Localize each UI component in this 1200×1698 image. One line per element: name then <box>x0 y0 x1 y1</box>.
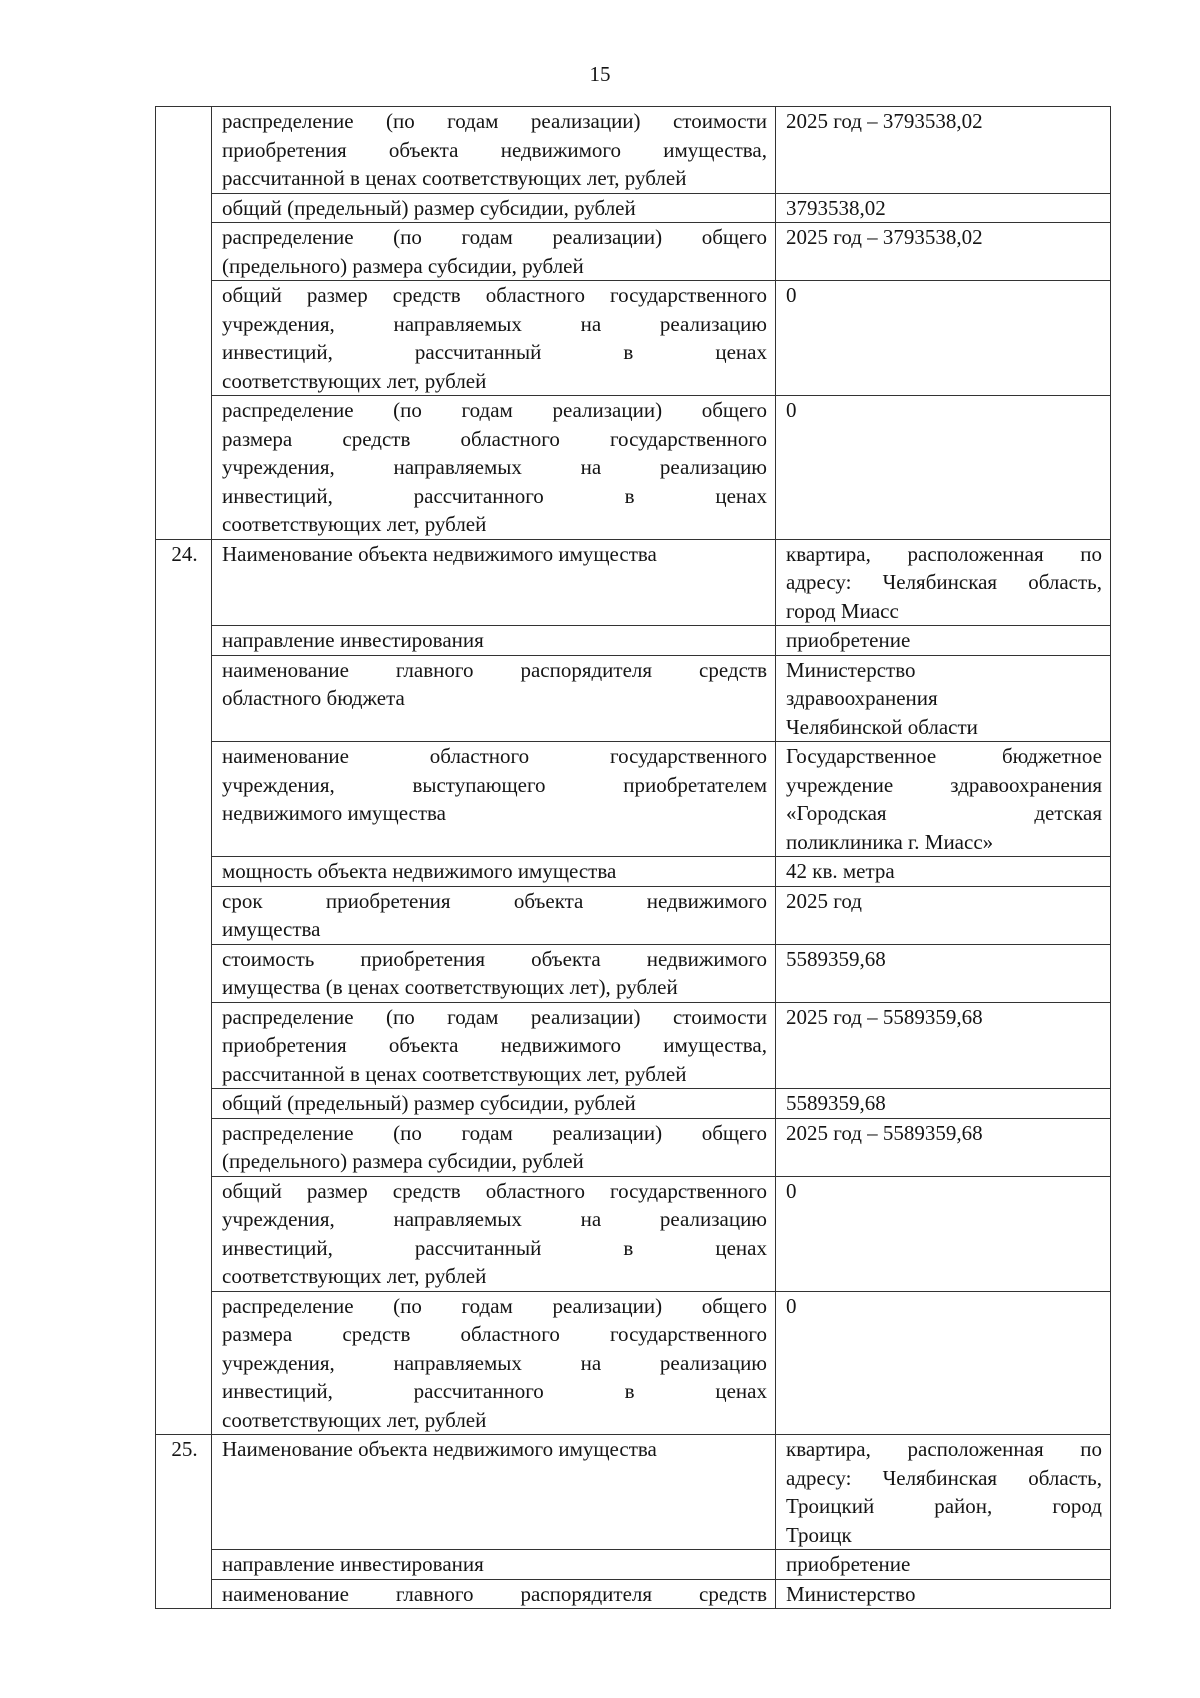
table-row <box>156 396 1111 540</box>
table-row <box>156 1089 1111 1119</box>
parameter-cell: общий размер средств областного государственного учреждения, направляемых на реализацию инвестиций, рассчитанный в ценах соответствующих лет, рублей <box>212 1176 776 1291</box>
value-cell: 0 <box>776 396 1111 540</box>
row-number <box>156 1118 212 1176</box>
parameter-cell: распределение (по годам реализации) стоимости приобретения объекта недвижимого имущества, рассчитанной в ценах соответствующих лет, рублей <box>212 1002 776 1089</box>
value-cell: Государственное бюджетное учреждение здравоохранения «Городская детская поликлиника г. Миасс» <box>776 742 1111 857</box>
table-row <box>156 193 1111 223</box>
value-cell: Министерство <box>776 1579 1111 1609</box>
table-row <box>156 626 1111 656</box>
value-cell: приобретение <box>776 1550 1111 1580</box>
parameter-cell: распределение (по годам реализации) общего размера средств областного государственного учреждения, направляемых на реализацию инвестиций, рассчитанного в ценах соответствующих лет, рублей <box>212 1291 776 1435</box>
value-cell: 3793538,02 <box>776 193 1111 223</box>
row-number <box>156 857 212 887</box>
value-cell: 2025 год – 3793538,02 <box>776 223 1111 281</box>
table-row <box>156 1550 1111 1580</box>
row-number <box>156 223 212 281</box>
parameter-cell: распределение (по годам реализации) общего размера средств областного государственного учреждения, направляемых на реализацию инвестиций, рассчитанного в ценах соответствующих лет, рублей <box>212 396 776 540</box>
parameter-cell: распределение (по годам реализации) стоимости приобретения объекта недвижимого имущества, рассчитанной в ценах соответствующих лет, рублей <box>212 107 776 194</box>
table-row <box>156 107 1111 194</box>
parameter-cell: направление инвестирования <box>212 1550 776 1580</box>
parameter-cell: направление инвестирования <box>212 626 776 656</box>
row-number <box>156 944 212 1002</box>
value-cell: Министерство здравоохранения Челябинской области <box>776 655 1111 742</box>
table-row <box>156 1002 1111 1089</box>
parameter-cell: Наименование объекта недвижимого имущества <box>212 539 776 626</box>
row-number <box>156 1550 212 1580</box>
value-cell: 5589359,68 <box>776 1089 1111 1119</box>
parameter-cell: общий (предельный) размер субсидии, рублей <box>212 1089 776 1119</box>
page-number: 15 <box>589 62 611 86</box>
value-cell: 42 кв. метра <box>776 857 1111 887</box>
table-row <box>156 857 1111 887</box>
table-row <box>156 281 1111 396</box>
table-row <box>156 1579 1111 1609</box>
parameter-cell: наименование главного распорядителя средств <box>212 1579 776 1609</box>
row-number <box>156 281 212 396</box>
parameter-cell: мощность объекта недвижимого имущества <box>212 857 776 887</box>
parameter-cell: общий размер средств областного государственного учреждения, направляемых на реализацию инвестиций, рассчитанный в ценах соответствующих лет, рублей <box>212 281 776 396</box>
value-cell: квартира, расположенная по адресу: Челябинская область, город Миасс <box>776 539 1111 626</box>
parameter-cell: наименование областного государственного учреждения, выступающего приобретателем недвижимого имущества <box>212 742 776 857</box>
investment-table <box>155 106 1111 1609</box>
value-cell: 5589359,68 <box>776 944 1111 1002</box>
row-number <box>156 107 212 194</box>
value-cell: квартира, расположенная по адресу: Челябинская область, Троицкий район, город Троицк <box>776 1435 1111 1550</box>
row-number: 24. <box>156 539 212 626</box>
parameter-cell: стоимость приобретения объекта недвижимого имущества (в ценах соответствующих лет), рублей <box>212 944 776 1002</box>
table-row <box>156 944 1111 1002</box>
parameter-cell: общий (предельный) размер субсидии, рублей <box>212 193 776 223</box>
parameter-cell: распределение (по годам реализации) общего (предельного) размера субсидии, рублей <box>212 1118 776 1176</box>
parameter-cell: Наименование объекта недвижимого имущества <box>212 1435 776 1550</box>
value-cell: 2025 год – 3793538,02 <box>776 107 1111 194</box>
value-cell: 2025 год <box>776 886 1111 944</box>
table-row <box>156 539 1111 626</box>
table-row <box>156 1291 1111 1435</box>
table-row <box>156 742 1111 857</box>
parameter-cell: срок приобретения объекта недвижимого имущества <box>212 886 776 944</box>
value-cell: 2025 год – 5589359,68 <box>776 1002 1111 1089</box>
row-number <box>156 1291 212 1435</box>
row-number <box>156 1579 212 1609</box>
row-number <box>156 886 212 944</box>
value-cell: 0 <box>776 281 1111 396</box>
table-row <box>156 655 1111 742</box>
row-number <box>156 396 212 540</box>
row-number <box>156 1089 212 1119</box>
parameter-cell: распределение (по годам реализации) общего (предельного) размера субсидии, рублей <box>212 223 776 281</box>
row-number <box>156 742 212 857</box>
value-cell: приобретение <box>776 626 1111 656</box>
table-row <box>156 1118 1111 1176</box>
table-row <box>156 1435 1111 1550</box>
parameter-cell: наименование главного распорядителя средств областного бюджета <box>212 655 776 742</box>
table-row <box>156 223 1111 281</box>
table-row <box>156 886 1111 944</box>
table-row <box>156 1176 1111 1291</box>
value-cell: 2025 год – 5589359,68 <box>776 1118 1111 1176</box>
value-cell: 0 <box>776 1176 1111 1291</box>
row-number <box>156 655 212 742</box>
row-number <box>156 1176 212 1291</box>
row-number <box>156 1002 212 1089</box>
row-number <box>156 193 212 223</box>
row-number: 25. <box>156 1435 212 1550</box>
value-cell: 0 <box>776 1291 1111 1435</box>
row-number <box>156 626 212 656</box>
